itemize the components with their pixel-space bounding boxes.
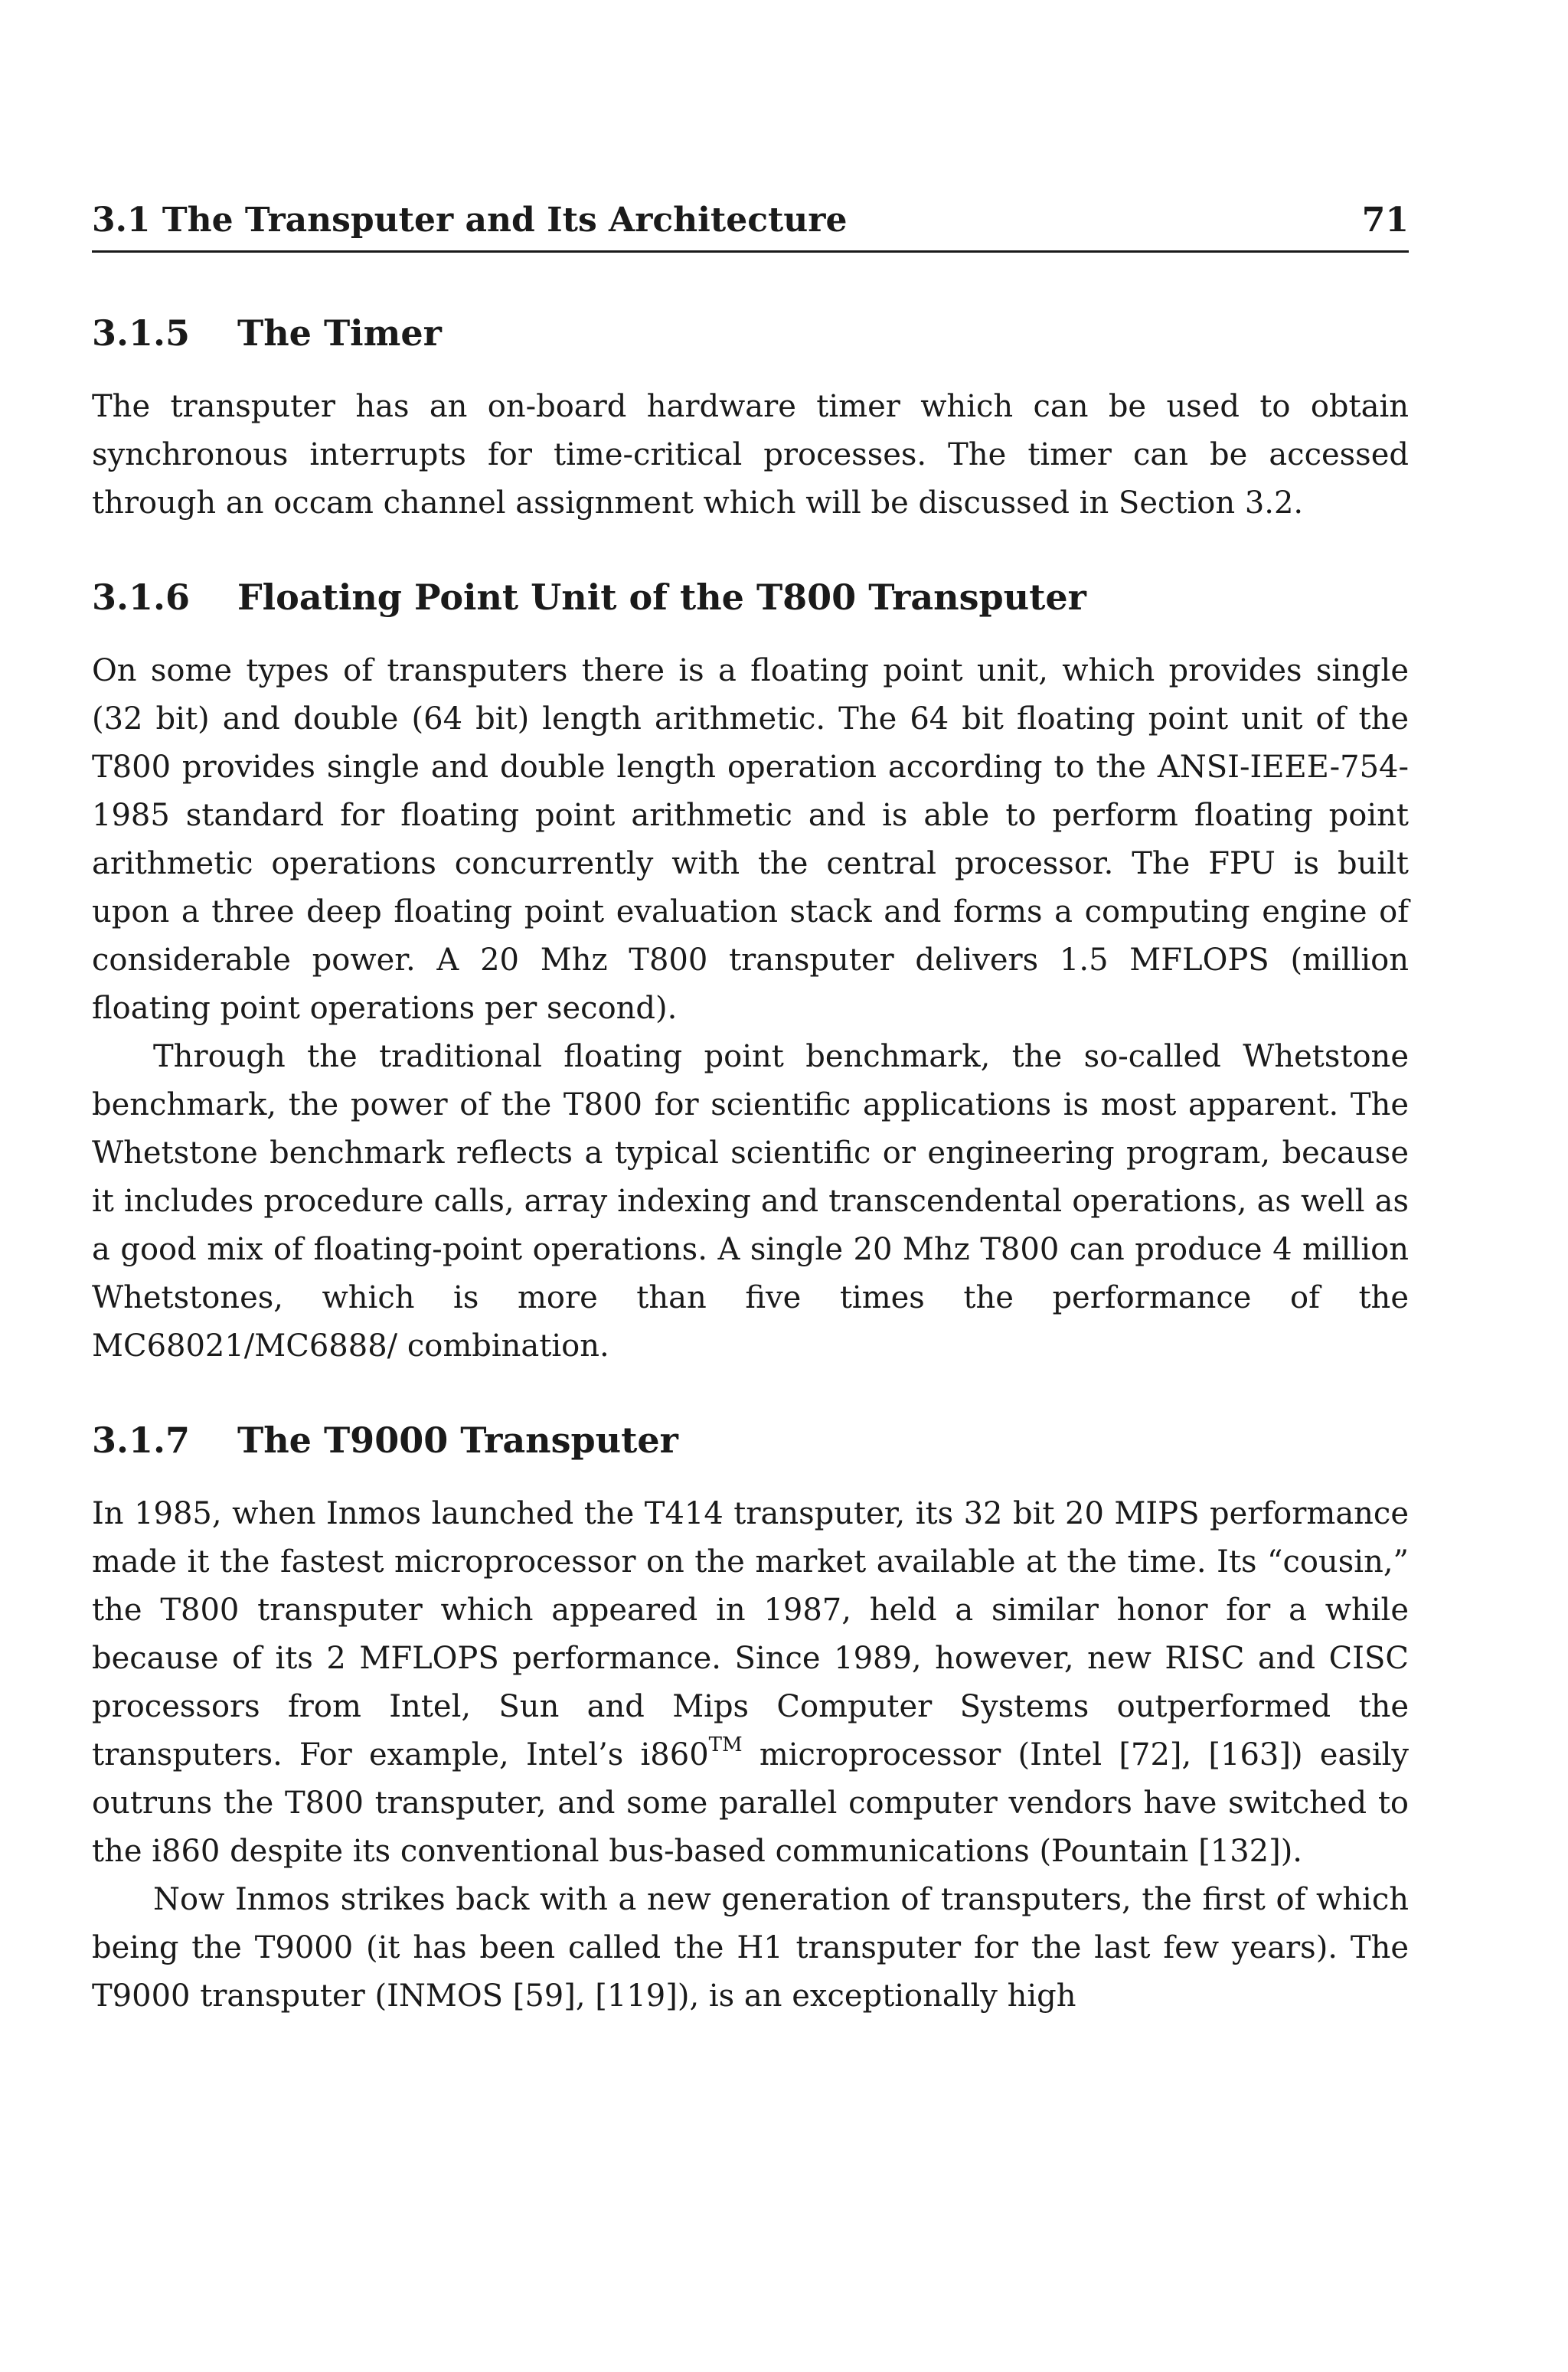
section-number: 3.1.5: [92, 312, 191, 354]
section-heading: [92, 577, 1409, 618]
paragraph: On some types of transputers there is a floating point unit, which provides single (32 bit) and double (64 bit) length arithmetic. The 64 bit floating point unit of the T800 provides single and double length operation according to the ANSI-IEEE-754-1985 standard for floating point arithmetic and is able to perform floating point arithmetic operations concurrently with the central processor. The FPU is built upon a three deep floating point evaluation stack and forms a computing engine of considerable power. A 20 Mhz T800 transputer delivers 1.5 MFLOPS (million floating point operations per second).: [92, 653, 1409, 1026]
section-3-1-7: [92, 1420, 1409, 2021]
paragraph: The transputer has an on-board hardware timer which can be used to obtain synchronous interrupts for time-critical processes. The timer can be accessed through an occam channel assignment which will be discussed in Section 3.2.: [92, 389, 1409, 521]
running-head-title: 3.1 The Transputer and Its Architecture: [92, 201, 848, 240]
section-title: The T9000 Transputer: [237, 1420, 678, 1461]
paragraph-text: microprocessor (Intel [72], [163]) easily outruns the T800 transputer, and some parallel computer vendors have switched to the i860 despite its conventional bus-based communications (Pountain [132]).: [92, 1737, 1410, 1869]
paragraph-text: In 1985, when Inmos launched the T414 transputer, its 32 bit 20 MIPS performance made it the fastest microprocessor on the market available at the time. Its “cousin,” the T800 transputer which appeared in 1987, held a similar honor for a while because of its 2 MFLOPS performance. Since 1989, however, new RISC and CISC processors from Intel, Sun and Mips Computer Systems outperformed the transputers. For example, Intel’s i860: [92, 1496, 1409, 1772]
paragraph: Through the traditional floating point benchmark, the so-called Whetstone benchmark, the power of the T800 for scientific applications is most apparent. The Whetstone benchmark reflects a typical scientific or engineering program, because it includes procedure calls, array indexing and transcendental operations, as well as a good mix of floating-point operations. A single 20 Mhz T800 can produce 4 million Whetstones, which is more than five times the performance of the MC68021/MC6888/ combination.: [92, 1039, 1409, 1364]
section-number: 3.1.7: [92, 1420, 191, 1461]
section-title: Floating Point Unit of the T800 Transputer: [237, 577, 1086, 618]
section-heading: [92, 312, 1409, 354]
section-3-1-5: [92, 312, 1409, 528]
paragraph: Now Inmos strikes back with a new generation of transputers, the first of which being the T9000 (it has been called the H1 transputer for the last few years). The T9000 transputer (INMOS [59], [119]), is an exceptionally high: [92, 1882, 1409, 2014]
page-number: 71: [1361, 201, 1409, 240]
section-number: 3.1.6: [92, 577, 191, 618]
section-heading: [92, 1420, 1409, 1461]
running-head: [92, 201, 1409, 253]
trademark-superscript: TM: [708, 1733, 743, 1756]
page: [92, 201, 1409, 2070]
paragraph: [92, 1490, 1409, 1876]
section-3-1-6: [92, 577, 1409, 1371]
section-title: The Timer: [237, 312, 442, 354]
